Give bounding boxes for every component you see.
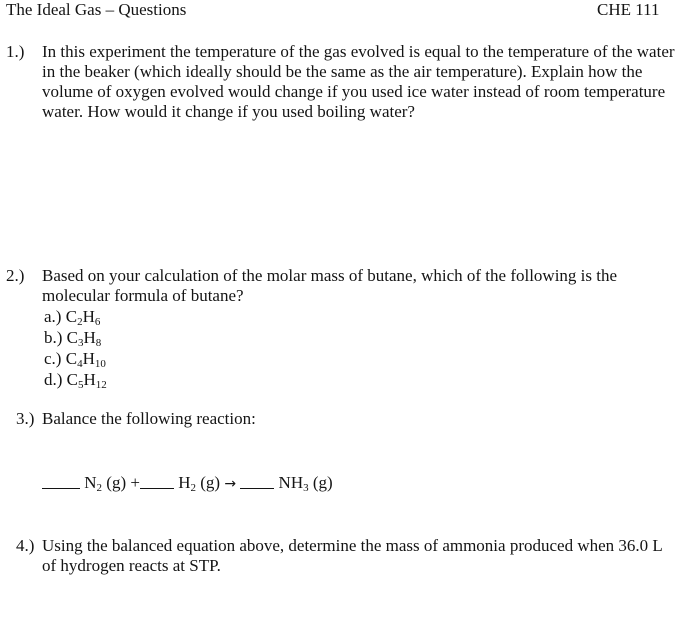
question-2-text-line: Based on your calculation of the molar mass of butane, which of the following is the (42, 266, 618, 285)
choice-label: c.) (44, 349, 62, 368)
nh3-formula: $NH_3$ (278, 473, 309, 494)
question-1-number: 1.) (6, 42, 25, 61)
question-4-number: 4.) (16, 536, 35, 555)
choice-label: d.) (44, 370, 63, 389)
coefficient-blank-n2[interactable] (42, 474, 80, 489)
choice-d (44, 370, 107, 390)
choice-a (44, 307, 100, 327)
formula: $C_4H_{10}$ (65, 349, 106, 370)
reaction-equation (42, 473, 333, 494)
reaction-arrow-icon: → (224, 476, 237, 492)
question-3-number: 3.) (16, 409, 35, 428)
choice-c (44, 349, 106, 369)
question-4-text-line: Using the balanced equation above, determine the mass of ammonia produced when 36.0 L (42, 536, 663, 555)
formula: $C_3H_8$ (66, 328, 102, 349)
coefficient-blank-nh3[interactable] (240, 474, 274, 489)
question-2-text-line: molecular formula of butane? (42, 286, 244, 305)
page-title: The Ideal Gas – Questions (6, 0, 187, 19)
formula: $C_2H_6$ (65, 307, 101, 328)
question-3-text: Balance the following reaction: (42, 409, 256, 428)
question-1-text-line: in the beaker (which ideally should be the same as the air temperature). Explain how the (42, 62, 643, 81)
question-1-text-line: volume of oxygen evolved would change if you used ice water instead of room temperature (42, 82, 666, 101)
plus-sign: + (130, 473, 140, 492)
formula: $C_5H_{12}$ (66, 370, 107, 391)
question-1-text-line: water. How would it change if you used boiling water? (42, 102, 415, 121)
h2-formula: $H_2$ (178, 473, 196, 494)
phase-label: (g) (106, 473, 127, 492)
course-code: CHE 111 (597, 0, 660, 19)
question-1-text-line: In this experiment the temperature of the gas evolved is equal to the temperature of the water (42, 42, 675, 61)
phase-label: (g) (200, 473, 221, 492)
n2-formula: $N_2$ (84, 473, 103, 494)
question-4-text-line: of hydrogen reacts at STP. (42, 556, 221, 575)
choice-b (44, 328, 101, 348)
choice-label: b.) (44, 328, 63, 347)
question-2-number: 2.) (6, 266, 25, 285)
choice-label: a.) (44, 307, 62, 326)
phase-label: (g) (312, 473, 333, 492)
coefficient-blank-h2[interactable] (140, 474, 174, 489)
